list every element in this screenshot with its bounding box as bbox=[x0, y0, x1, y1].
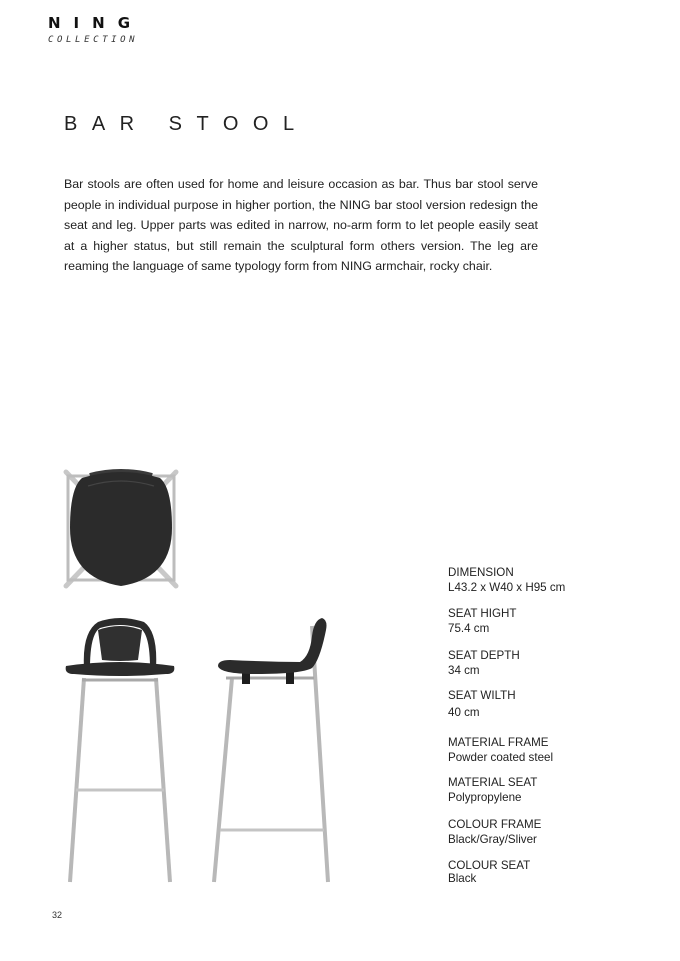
spec-value: Black/Gray/Sliver bbox=[448, 833, 537, 846]
spec-label: COLOUR SEAT bbox=[448, 859, 531, 872]
spec-label: MATERIAL FRAME bbox=[448, 736, 549, 749]
page-number: 32 bbox=[52, 910, 63, 920]
spec-value: Powder coated steel bbox=[448, 751, 554, 764]
spec-dimension bbox=[448, 565, 565, 595]
spec-material-frame bbox=[448, 735, 553, 765]
spec-label: COLOUR FRAME bbox=[448, 818, 542, 831]
spec-seat-hight bbox=[448, 606, 517, 636]
brand-logo bbox=[48, 14, 143, 45]
spec-value: 40 cm bbox=[448, 706, 480, 719]
brand-name: NING bbox=[48, 14, 144, 32]
page-title: BAR STOOL bbox=[64, 113, 309, 136]
spec-label: MATERIAL SEAT bbox=[448, 776, 538, 789]
stool-front-view-image bbox=[62, 616, 178, 886]
spec-seat-wilth bbox=[448, 688, 516, 720]
spec-value: L43.2 x W40 x H95 cm bbox=[448, 581, 566, 594]
spec-value: Polypropylene bbox=[448, 791, 522, 804]
spec-seat-depth bbox=[448, 648, 520, 678]
spec-material-seat bbox=[448, 775, 537, 805]
spec-label: SEAT DEPTH bbox=[448, 649, 520, 662]
spec-value: 75.4 cm bbox=[448, 622, 490, 635]
spec-value: 34 cm bbox=[448, 664, 480, 677]
intro-paragraph: Bar stools are often used for home and leisure occasion as bar. Thus bar stool serve people in individual purpose in higher portion, the NING bar stool version redesign the seat and leg. Upper parts was edited in narrow, no-arm form to let people easily seat at a higher status, but still remain the sculptural form others version. The leg are reaming the language of same typology form from NING armchair, rocky chair. bbox=[64, 177, 538, 274]
brand-subtitle: COLLECTION bbox=[48, 35, 139, 45]
stool-side-view-image bbox=[216, 616, 336, 886]
spec-label: SEAT HIGHT bbox=[448, 607, 517, 620]
spec-colour-frame bbox=[448, 817, 541, 847]
spec-value: Black bbox=[448, 872, 477, 885]
stool-top-view-image bbox=[60, 466, 182, 592]
spec-colour-seat bbox=[448, 859, 530, 885]
spec-label: SEAT WILTH bbox=[448, 689, 516, 702]
spec-label: DIMENSION bbox=[448, 566, 514, 579]
